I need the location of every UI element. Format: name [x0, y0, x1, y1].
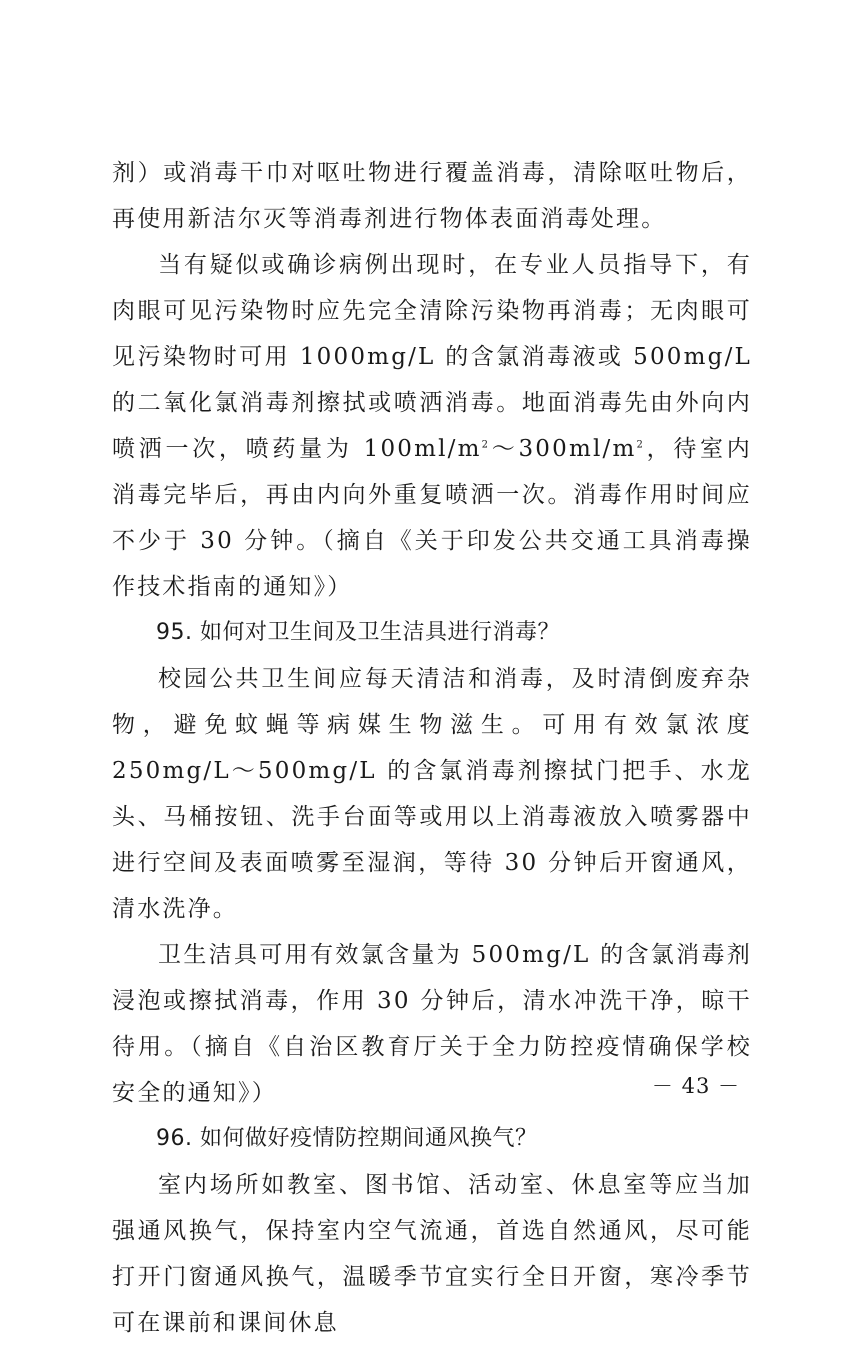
- paragraph-text: 室内场所如教室、图书馆、活动室、休息室等应当加强通风换气，保持室内空气流通，首选自然通风，尽可能打开门窗通风换气，温暖季节宜实行全日开窗，寒冷季节可在课前和课间休息: [112, 1172, 752, 1336]
- superscript-2: 2: [636, 439, 646, 451]
- paragraph-continuation: [112, 150, 752, 242]
- question-heading-96: [112, 1116, 752, 1162]
- paragraph-text: 校园公共卫生间应每天清洁和消毒，及时清倒废弃杂物，避免蚊蝇等病媒生物滋生。可用有效氯浓度 250mg/L～500mg/L 的含氯消毒剂擦拭门把手、水龙头、马桶按钮、洗手台面等或用以上消毒液放入喷雾器中进行空间及表面喷雾至湿润，等待 30 分钟后开窗通风，清水洗净。: [112, 666, 752, 922]
- paragraph-toilet-disinfection: [112, 656, 752, 932]
- page-number: － 43 －: [651, 1074, 740, 1098]
- paragraph-ventilation: [112, 1162, 752, 1346]
- superscript-2: 2: [481, 439, 491, 451]
- paragraph-text: 剂）或消毒干巾对呕吐物进行覆盖消毒，清除呕吐物后，再使用新洁尔灭等消毒剂进行物体表面消毒处理。: [112, 160, 752, 232]
- heading-text: 96. 如何做好疫情防控期间通风换气？: [156, 1126, 538, 1151]
- paragraph-text-part-1: 当有疑似或确诊病例出现时，在专业人员指导下，有肉眼可见污染物时应先完全清除污染物再消毒；无肉眼可见污染物时可用 1000mg/L 的含氯消毒液或 500mg/L 的二氧化氯消毒剂擦拭或喷洒消毒。地面消毒先由外向内喷洒一次，喷药量为 100ml/m: [112, 252, 752, 462]
- paragraph-disinfection-confirmed-cases: [112, 242, 752, 610]
- heading-text: 95. 如何对卫生间及卫生洁具进行消毒？: [156, 620, 560, 645]
- paragraph-text: 卫生洁具可用有效氯含量为 500mg/L 的含氯消毒剂浸泡或擦拭消毒，作用 30 分钟后，清水冲洗干净，晾干待用。（摘自《自治区教育厅关于全力防控疫情确保学校安全的通知》）: [112, 942, 752, 1106]
- question-heading-95: [112, 610, 752, 656]
- page-content: [112, 150, 752, 1346]
- paragraph-text-part-3: ，待室内消毒完毕后，再由内向外重复喷洒一次。消毒作用时间应不少于 30 分钟。（摘自《关于印发公共交通工具消毒操作技术指南的通知》）: [112, 436, 752, 600]
- paragraph-text-part-2: ～300ml/m: [490, 436, 637, 462]
